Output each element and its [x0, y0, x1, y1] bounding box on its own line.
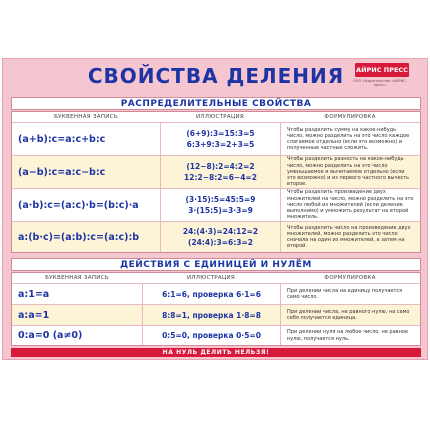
illustration: [160, 123, 280, 155]
wording: При делении числа, не равного нулю, на само себя получается единица.: [280, 305, 420, 325]
illustration-line: (12−8):2=4:2=2: [186, 162, 255, 171]
col-header-wording: ФОРМУЛИРОВКА: [324, 114, 376, 120]
illustration: 6:1=6, проверка 6·1=6: [142, 284, 280, 304]
illustration-line: 12:2−8:2=6−4=2: [184, 173, 257, 182]
col-header-illustration: ИЛЛЮСТРАЦИЯ: [195, 114, 245, 120]
col-header-illustration: ИЛЛЮСТРАЦИЯ: [186, 275, 236, 281]
wording: Чтобы разделить разность на какое-нибудь число, можно разделить на это число уменьшаемое и вычитаемое отдельно (если это возможно) и из первого частного вычесть второе.: [280, 156, 420, 188]
illustration-line: (24:4):3=6:3=2: [188, 238, 253, 247]
wording: Чтобы разделить произведение двух множителей на число, можно разделить на это число любой из множителей (если деление выполнимо) и умножить результат на второй множитель.: [280, 189, 420, 221]
formula: (a−b):c=a:c−b:c: [18, 166, 106, 178]
illustration-line: 6:3+9:3=2+3=5: [186, 140, 255, 149]
table-row: [12, 122, 420, 155]
section-one-zero-heading: ДЕЙСТВИЯ С ЕДИНИЦЕЙ И НУЛЁМ: [11, 258, 421, 271]
no-division-by-zero-banner: НА НУЛЬ ДЕЛИТЬ НЕЛЬЗЯ!: [11, 348, 421, 357]
illustration-line: (3·15):5=45:5=9: [185, 195, 256, 204]
illustration-line: (6+9):3=15:3=5: [186, 129, 255, 138]
publisher-info: ООО «Издательство «АЙРИС-пресс»: [353, 79, 407, 87]
formula: a:1=a: [18, 288, 50, 300]
table-row: [12, 304, 420, 325]
table-row: [12, 325, 420, 345]
formula: 0:a=0 (a≠0): [18, 330, 83, 341]
formula: (a+b):c=a:c+b:c: [18, 133, 106, 145]
illustration: [160, 222, 280, 252]
division-properties-poster: [2, 58, 428, 360]
table-row: [12, 155, 420, 188]
col-header-wording: ФОРМУЛИРОВКА: [324, 275, 376, 281]
illustration: 0:5=0, проверка 0·5=0: [142, 326, 280, 345]
formula: (a·b):c=(a:c)·b=(b:c)·a: [18, 199, 139, 211]
wording: При делении нуля на любое число, не равное нулю, получается нуль.: [280, 326, 420, 345]
formula: a:a=1: [18, 309, 50, 321]
illustration: [160, 156, 280, 188]
formula: a:(b·c)=(a:b):c=(a:c):b: [18, 231, 140, 243]
illustration-line: 3·(15:5)=3·3=9: [188, 206, 253, 215]
poster-title: СВОЙСТВА ДЕЛЕНИЯ: [87, 64, 345, 88]
section-distributive-heading: РАСПРЕДЕЛИТЕЛЬНЫЕ СВОЙСТВА: [11, 97, 421, 110]
wording: Чтобы разделить сумму на какое-нибудь число, можно разделить на это число каждое слагаемое отдельно (если это возможно) и полученные частные сложить.: [280, 123, 420, 155]
wording: При делении числа на единицу получается само число.: [280, 284, 420, 304]
table-row: [12, 188, 420, 221]
wording: Чтобы разделить число на произведение двух множителей, можно разделить это число сначала на один из множителей, а затем на второй.: [280, 222, 420, 252]
publisher-logo: АЙРИС ПРЕСС: [355, 63, 409, 77]
illustration: [160, 189, 280, 221]
col-header-notation: БУКВЕННАЯ ЗАПИСЬ: [45, 275, 109, 281]
illustration-line: 24:(4·3)=24:12=2: [182, 227, 259, 236]
illustration: 8:8=1, проверка 1·8=8: [142, 305, 280, 325]
one-zero-table: [11, 272, 421, 346]
distributive-table: [11, 111, 421, 253]
col-header-notation: БУКВЕННАЯ ЗАПИСЬ: [54, 114, 118, 120]
table-row: [12, 221, 420, 252]
table-row: [12, 283, 420, 304]
